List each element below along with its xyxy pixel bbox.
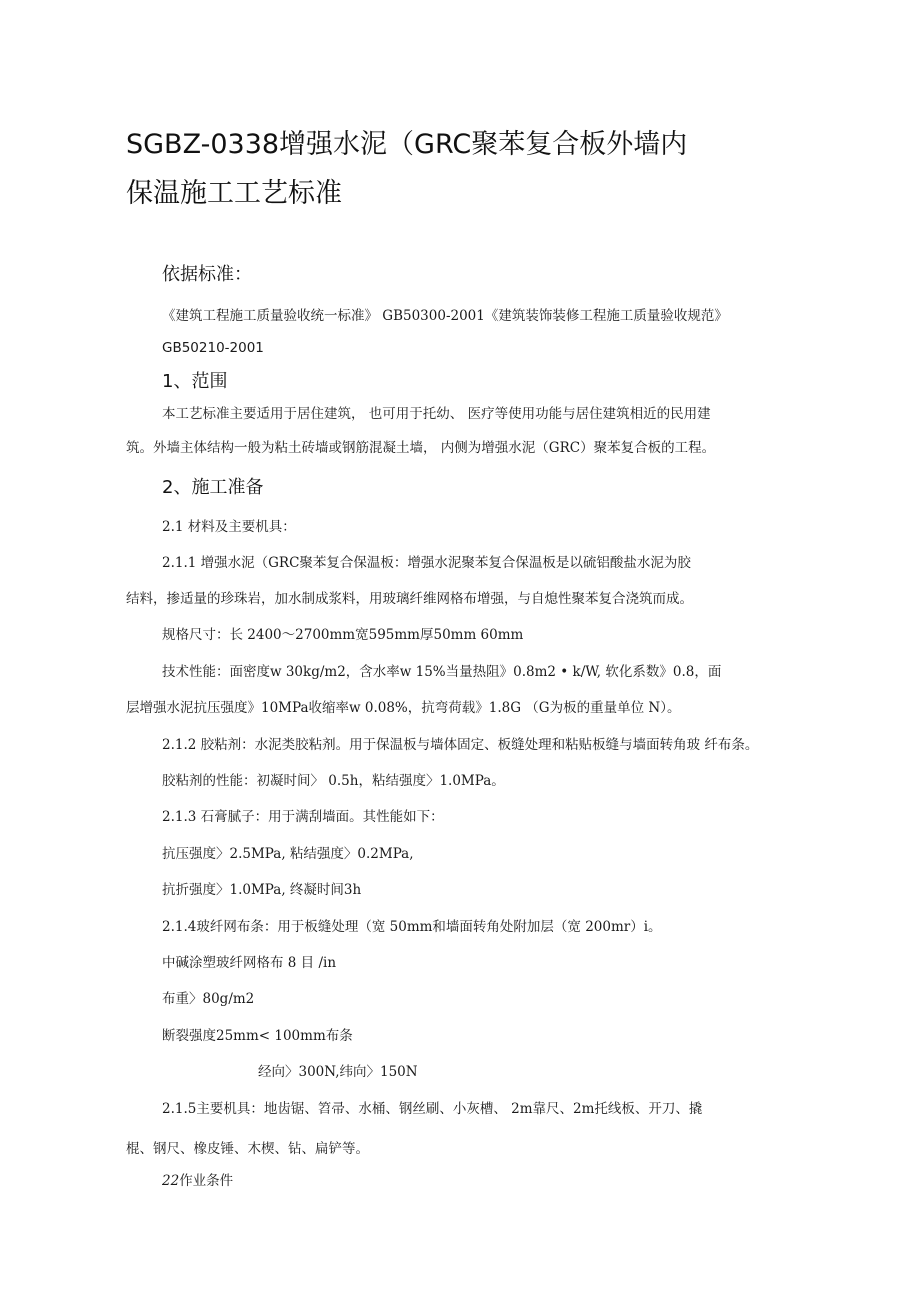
para-2-1: 2.1 材料及主要机具： [162,519,296,535]
para-2-1-2: 2.1.2 胶粘剂：水泥类胶粘剂。用于保温板与墙体固定、板缝处理和粘贴板缝与墙面转角玻 纤布条。 [162,737,759,753]
basis-heading: 依据标准： [162,264,252,285]
glue-properties: 胶粘剂的性能：初凝时间〉 0.5h，粘结强度〉1.0MPa。 [162,773,505,789]
tech-line-2: 层增强水泥抗压强度》10MPa收缩率w 0.08%，抗弯荷载》1.8G （G为板的重量单位 N）。 [126,700,681,716]
mesh-spec-3: 断裂强度25mm< 100mm布条 [162,1028,353,1044]
putty-properties-1: 抗压强度〉2.5MPa, 粘结强度〉0.2MPa, [162,846,414,862]
section-1-heading: 1、范围 [162,371,228,392]
tech-line-1: 技术性能：面密度w 30kg/m2，含水率w 15%当量热阻》0.8m2 • k/W, 软化系数》0.8，面 [162,664,722,680]
scope-line-1: 本工艺标准主要适用于居住建筑， 也可用于托幼、 医疗等使用功能与居住建筑相近的民用建 [162,406,711,422]
para-2-1-1-line-1: 2.1.1 增强水泥（GRC聚苯复合保温板：增强水泥聚苯复合保温板是以硫铝酸盐水泥为胶 [162,555,691,571]
basis-line-1: 《建筑工程施工质量验收统一标准》 GB50300-2001《建筑装饰装修工程施工质量验收规范》 [162,308,728,324]
para-2-1-5-line-1: 2.1.5主要机具：地齿锯、笤帚、水桶、钢丝刷、小灰槽、 2m靠尺、2m托线板、开刀、撬 [162,1101,703,1117]
scope-line-2: 筑。外墙主体结构一般为粘土砖墙或钢筋混凝土墙， 内侧为增强水泥（GRC）聚苯复合板的工程。 [126,440,716,456]
para-2-1-5-line-2: 棍、钢尺、橡皮锤、木楔、钻、扁铲等。 [126,1141,369,1157]
document-title-line-2: 保温施工工艺标准 [126,178,342,209]
spec-line: 规格尺寸：长 2400～2700mm宽595mm厚50mm 60mm [162,627,524,643]
para-2-1-1-line-2: 结料，掺适量的珍珠岩，加水制成浆料，用玻璃纤维网格布增强，与自熄性聚苯复合浇筑而成。 [126,591,693,607]
section-2-heading: 2、施工准备 [162,477,264,498]
para-2-2 [162,1172,233,1190]
document-title-line-1: SGBZ-0338增强水泥（GRC聚苯复合板外墙内 [126,129,688,160]
mesh-spec-2: 布重〉80g/m2 [162,991,255,1007]
para-2-1-4: 2.1.4玻纤网布条：用于板缝处理（宽 50mm和墙面转角处附加层（宽 200mr）i。 [162,919,662,935]
putty-properties-2: 抗折强度〉1.0MPa, 终凝时间3h [162,882,362,898]
para-2-2-text: 作业条件 [179,1173,234,1189]
basis-line-2: GB50210-2001 [162,340,264,356]
para-2-2-number: 22 [162,1173,180,1189]
para-2-1-3: 2.1.3 石膏腻子：用于满刮墙面。其性能如下： [162,809,444,825]
mesh-spec-1: 中碱涂塑玻纤网格布 8 目 /in [162,955,337,971]
mesh-spec-4: 经向〉300N,纬向〉150N [258,1064,418,1080]
